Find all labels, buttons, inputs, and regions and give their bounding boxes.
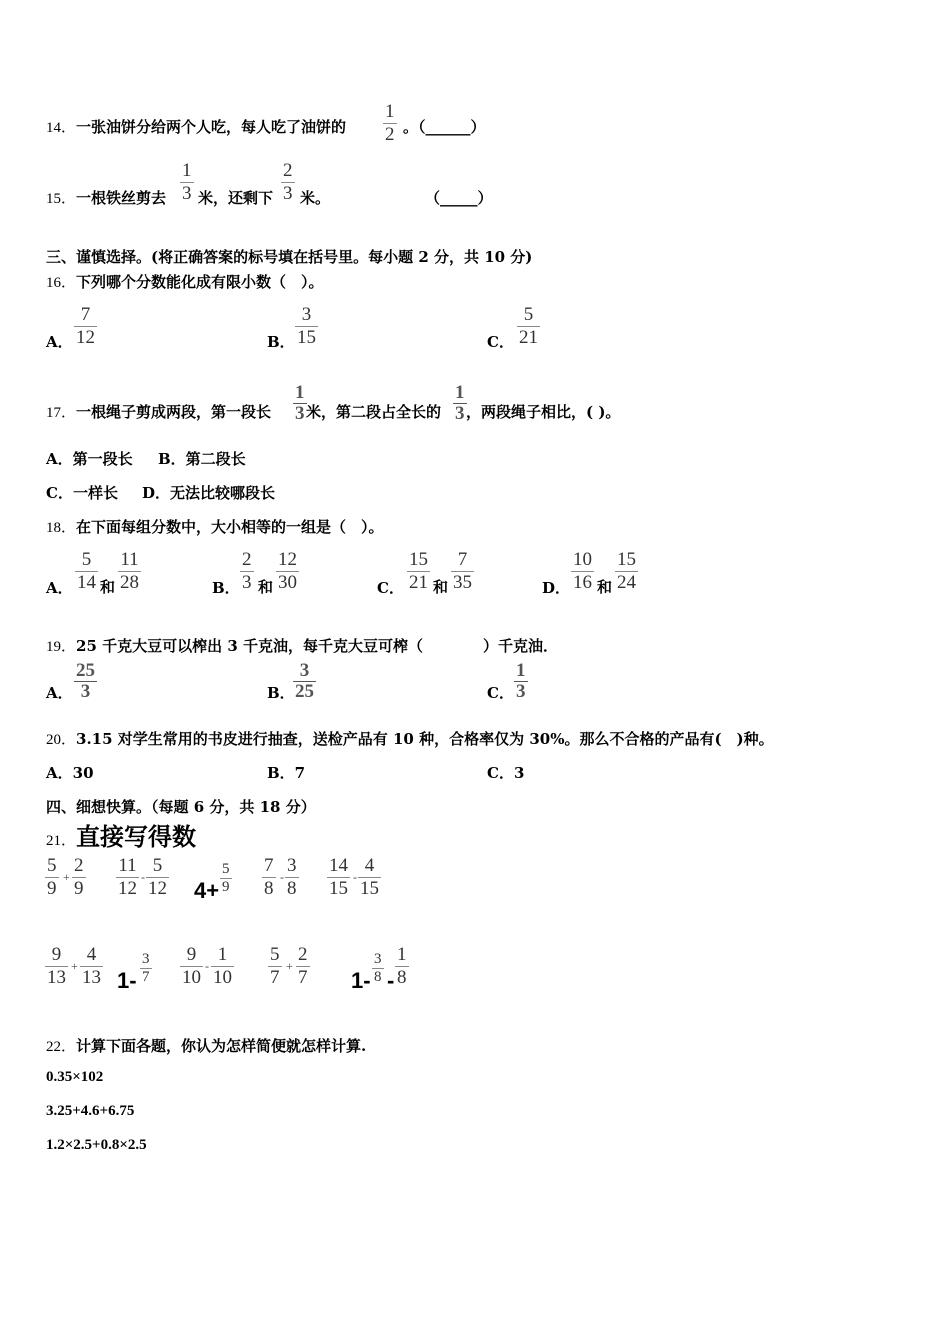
q18-text: 在下面每组分数中，大小相等的一组是（ ）。 (76, 518, 384, 536)
q16-number: 16． (46, 275, 77, 291)
numerator: 12 (278, 549, 297, 570)
q21-r1-e4-b (285, 855, 299, 900)
denominator: 8 (397, 967, 407, 988)
q17-text-1: 一根绳子剪成两段，第一段长 (76, 403, 272, 421)
q17-number: 17． (46, 405, 77, 421)
q18-option-b-fraction-1 (240, 549, 254, 594)
q18-option-c-fraction-1 (407, 549, 430, 594)
denominator: 3 (295, 403, 305, 424)
q20-number: 20． (46, 732, 77, 748)
numerator: 1 (217, 944, 228, 965)
q21-r1-e5-a (327, 855, 350, 900)
numerator: 1 (182, 160, 192, 181)
numerator: 2 (242, 549, 252, 570)
numerator: 5 (152, 855, 163, 876)
numerator: 4 (86, 944, 97, 965)
q21-r1-e5-b (358, 855, 381, 900)
minus-sign: - (205, 959, 209, 973)
numerator: 7 (264, 855, 274, 876)
numerator: 10 (573, 549, 592, 570)
q15-number: 15． (46, 191, 77, 207)
numerator: 4 (364, 855, 375, 876)
denominator: 7 (270, 967, 280, 988)
numerator: 15 (617, 549, 636, 570)
q15-fraction-2 (281, 160, 295, 205)
denominator: 9 (222, 879, 230, 895)
q22-item-3: 1.2×2.5+0.8×2.5 (46, 1137, 147, 1153)
minus-sign: - (280, 870, 284, 884)
q21-r2-e3-a (180, 944, 203, 989)
numerator: 3 (287, 855, 297, 876)
denominator: 15 (360, 878, 379, 899)
denominator: 21 (519, 327, 538, 348)
q21 (46, 817, 196, 852)
numerator: 1 (516, 660, 526, 681)
q21-r1-e3-b (220, 861, 232, 896)
q14-fraction (383, 101, 397, 146)
q21-r2-e5-a (372, 951, 384, 986)
q17-option-d: D．无法比较哪段长 (142, 484, 276, 502)
q15 (46, 187, 166, 208)
q18-option-a-label: A． (46, 579, 73, 597)
denominator: 8 (264, 878, 274, 899)
q14-answer-blank: 。（______） (403, 118, 486, 136)
numerator: 2 (283, 160, 293, 181)
q21-r1-e3-lead: 4+ (194, 878, 220, 903)
q15-answer-blank: （_____） (425, 189, 493, 207)
q20-option-a: A．30 (46, 764, 94, 782)
numerator: 2 (298, 944, 308, 965)
q17-option-c: C．一样长 (46, 484, 118, 502)
q14-text: 一张油饼分给两个人吃，每人吃了油饼的 (76, 118, 347, 136)
denominator: 9 (74, 878, 84, 899)
numerator: 7 (457, 549, 468, 570)
q20-option-b: B．7 (267, 764, 306, 782)
q21-r2-e1-b (80, 944, 103, 989)
q18-option-a-and: 和 (100, 578, 116, 596)
q21-r1-e1-b (72, 855, 86, 900)
numerator: 1 (295, 382, 305, 403)
q14-number: 14． (46, 120, 77, 136)
numerator: 3 (299, 660, 310, 681)
minus-sign: - (141, 870, 145, 884)
q21-r2-e3-b (211, 944, 234, 989)
q22-item-2: 3.25+4.6+6.75 (46, 1103, 135, 1119)
q18 (46, 516, 384, 537)
q21-r2-e1-a (45, 944, 68, 989)
numerator: 25 (76, 660, 95, 681)
numerator: 3 (142, 951, 150, 967)
q17-text-3: ，两段绳子相比，( )。 (466, 403, 621, 421)
denominator: 12 (118, 878, 137, 899)
numerator: 9 (186, 944, 197, 965)
q17-fraction-1 (293, 383, 307, 424)
numerator: 3 (374, 951, 382, 967)
denominator: 13 (47, 967, 66, 988)
denominator: 10 (182, 967, 201, 988)
q20-text: 3.15 对学生常用的书皮进行抽查，送检产品有 10 种，合格率仅为 30%。那么不合格的产品有( )种。 (76, 730, 774, 748)
numerator: 5 (81, 549, 92, 570)
q21-title: 直接写得数 (76, 822, 197, 851)
q18-option-a-fraction-1 (75, 549, 98, 594)
q21-r2-e2-b (140, 951, 152, 986)
q15-text-2: 米，还剩下 (198, 189, 274, 207)
q18-option-b-fraction-2 (276, 549, 299, 594)
numerator: 1 (455, 382, 465, 403)
q14 (46, 116, 346, 137)
numerator: 5 (222, 861, 230, 877)
q18-option-d-label: D． (542, 579, 571, 597)
minus-sign: - (353, 870, 357, 884)
denominator: 14 (77, 572, 96, 593)
q17-option-a: A．第一段长 (46, 450, 133, 468)
numerator: 5 (270, 944, 280, 965)
denominator: 3 (516, 681, 526, 702)
numerator: 14 (329, 855, 348, 876)
q21-r1-e1-a (45, 855, 59, 900)
denominator: 35 (453, 572, 472, 593)
denominator: 10 (213, 967, 232, 988)
denominator: 16 (573, 572, 592, 593)
q15-text-3: 米。 (300, 189, 331, 207)
q19-option-a-label: A． (46, 684, 73, 702)
numerator: 2 (74, 855, 84, 876)
denominator: 30 (278, 572, 297, 593)
q16 (46, 271, 324, 292)
q21-r1-e2-a (116, 855, 139, 900)
q22-text: 计算下面各题，你认为怎样简便就怎样计算. (76, 1037, 367, 1055)
q21-number: 21． (46, 833, 77, 849)
numerator: 1 (397, 944, 407, 965)
q15-text-1: 一根铁丝剪去 (76, 189, 167, 207)
q21-r2-e5-minus: - (387, 968, 395, 993)
numerator: 3 (301, 304, 312, 325)
section-4-heading: 四、细想快算。（每题 6 分，共 18 分） (46, 798, 316, 816)
q21-r2-e4-a (268, 944, 282, 989)
numerator: 5 (47, 855, 57, 876)
q21-r2-e5-lead: 1- (351, 968, 371, 993)
numerator: 15 (409, 549, 428, 570)
denominator: 7 (298, 967, 308, 988)
denominator: 12 (148, 878, 167, 899)
q21-r2-e5-b (395, 944, 409, 989)
q20 (46, 728, 774, 749)
plus-sign: + (71, 959, 78, 973)
q16-text: 下列哪个分数能化成有限小数（ ）。 (76, 273, 324, 291)
denominator: 24 (617, 572, 636, 593)
denominator: 8 (374, 969, 382, 985)
q19-option-c-label: C． (487, 684, 514, 702)
plus-sign: + (63, 870, 70, 884)
q15-fraction-1 (180, 160, 194, 205)
denominator: 25 (295, 681, 314, 702)
denominator: 7 (142, 969, 150, 985)
q22 (46, 1035, 366, 1056)
denominator: 3 (283, 183, 293, 204)
q17-option-b: B．第二段长 (158, 450, 246, 468)
section-3-heading: 三、谨慎选择。(将正确答案的标号填在括号里。每小题 2 分，共 10 分) (46, 248, 533, 266)
denominator: 9 (47, 878, 57, 899)
denominator: 15 (297, 327, 316, 348)
denominator: 3 (455, 403, 465, 424)
q21-r2-e4-b (296, 944, 310, 989)
q17 (46, 401, 271, 422)
q21-r1-e2-b (146, 855, 169, 900)
q18-option-c-fraction-2 (451, 549, 474, 594)
q19-option-b-label: B． (267, 684, 295, 702)
numerator: 11 (118, 855, 137, 876)
denominator: 28 (120, 572, 139, 593)
q19-number: 19． (46, 639, 77, 655)
denominator: 13 (82, 967, 101, 988)
denominator: 3 (182, 183, 192, 204)
plus-sign: + (286, 959, 293, 973)
q16-option-a-label: A． (46, 333, 73, 351)
denominator: 8 (287, 878, 297, 899)
q16-option-b-fraction (295, 304, 318, 349)
q18-option-b-label: B． (212, 579, 240, 597)
q19 (46, 635, 558, 656)
q18-option-c-and: 和 (433, 578, 449, 596)
q21-r2-e2-lead: 1- (117, 968, 137, 993)
q21-r1-e4-a (262, 855, 276, 900)
q19-option-c-fraction (514, 661, 528, 702)
q18-option-d-fraction-1 (571, 549, 594, 594)
numerator: 7 (80, 304, 91, 325)
q22-number: 22． (46, 1039, 77, 1055)
q18-option-d-and: 和 (597, 578, 613, 596)
q16-option-c-label: C． (487, 333, 514, 351)
q18-option-d-fraction-2 (615, 549, 638, 594)
q16-option-b-label: B． (267, 333, 295, 351)
q18-number: 18． (46, 520, 77, 536)
numerator: 5 (523, 304, 534, 325)
q19-option-b-fraction (293, 661, 316, 702)
denominator: 3 (80, 681, 91, 702)
q19-text: 25 千克大豆可以榨出 3 千克油，每千克大豆可榨（ ）千克油． (76, 637, 558, 655)
q16-option-a-fraction (74, 304, 97, 349)
denominator: 12 (76, 327, 95, 348)
numerator: 11 (120, 549, 139, 570)
q17-fraction-2 (453, 383, 467, 424)
denominator: 21 (409, 572, 428, 593)
q16-option-c-fraction (517, 304, 540, 349)
q19-option-a-fraction (74, 661, 97, 702)
denominator: 3 (242, 572, 252, 593)
denominator: 15 (329, 878, 348, 899)
numerator: 1 (385, 101, 395, 122)
q18-option-b-and: 和 (258, 578, 274, 596)
q18-option-c-label: C． (377, 579, 404, 597)
q22-item-1: 0.35×102 (46, 1069, 104, 1085)
numerator: 9 (51, 944, 62, 965)
q20-option-c: C．3 (487, 764, 525, 782)
denominator: 2 (385, 124, 395, 145)
q18-option-a-fraction-2 (118, 549, 141, 594)
q17-text-2: 米，第二段占全长的 (306, 403, 442, 421)
